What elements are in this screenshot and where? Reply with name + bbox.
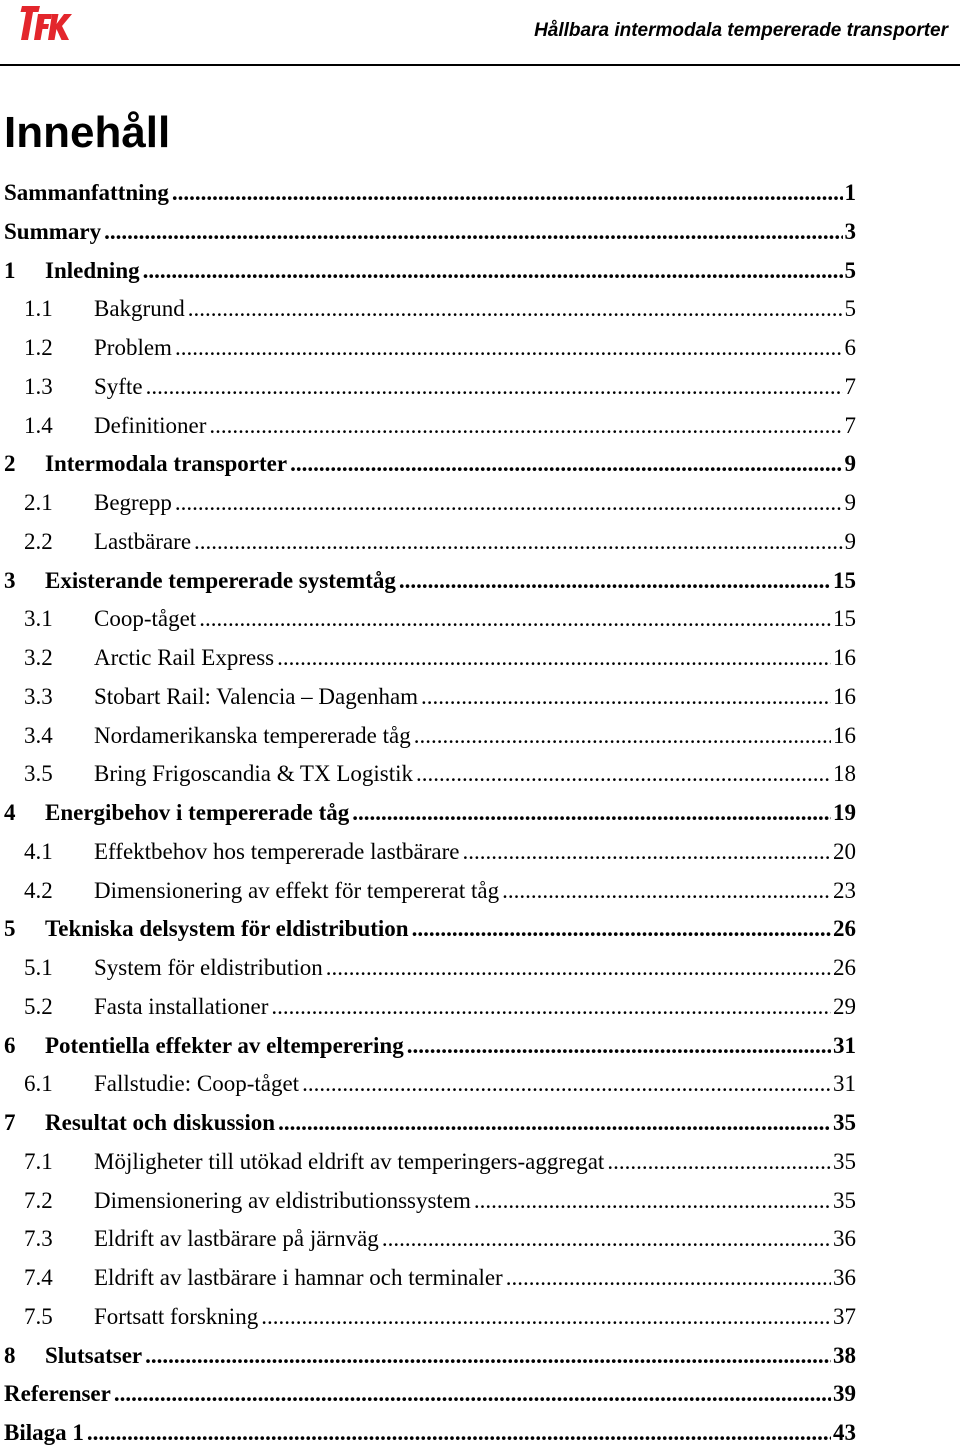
toc-entry[interactable] [4,755,856,794]
page-header [0,0,960,66]
toc-dot-leader [261,1298,831,1337]
toc-dot-leader [290,445,842,484]
toc-entry-page: 26 [833,955,856,980]
toc-dot-leader [474,1182,831,1221]
toc-entry-page: 36 [833,1226,856,1252]
toc-entry[interactable] [4,1182,856,1221]
toc-entry[interactable] [4,1414,856,1453]
toc-entry-page: 18 [833,761,856,787]
toc-entry[interactable] [4,1375,856,1414]
toc-dot-leader [462,833,831,872]
toc-entry-page: 7 [844,373,856,399]
toc-dot-leader [326,949,831,988]
toc-dot-leader [407,1027,831,1066]
toc-entry-page: 19 [833,800,856,825]
toc-entry-number: 7.4 [24,1265,53,1290]
toc-dot-leader [502,872,831,911]
toc-dot-leader [278,1104,831,1143]
toc-entry-page: 31 [833,1032,856,1058]
toc-entry-number: 7.3 [24,1226,53,1252]
toc-entry-page: 16 [833,645,856,670]
toc-entry-label: Eldrift av lastbärare i hamnar och terminaler [94,1265,503,1290]
toc-dot-leader [188,290,843,329]
toc-entry-number: 4 [4,800,16,825]
toc-entry-number: 6 [4,1032,16,1058]
toc-entry-page: 39 [833,1381,856,1407]
toc-dot-leader [382,1220,831,1259]
toc-entry-label: Eldrift av lastbärare på järnväg [94,1226,379,1252]
toc-dot-leader [416,755,831,794]
toc-entry-page: 16 [833,722,856,748]
toc-entry[interactable] [4,1337,856,1376]
toc-entry-label: Problem [94,335,172,360]
toc-entry[interactable] [4,949,856,988]
toc-entry-number: 1.3 [24,373,53,399]
toc-entry-label: Referenser [4,1381,111,1407]
toc-entry-label: Fortsatt forskning [94,1303,259,1329]
toc-dot-leader [194,523,842,562]
toc-entry[interactable] [4,1220,856,1259]
tfk-logo [18,2,74,44]
toc-entry-page: 31 [833,1071,856,1097]
toc-entry-page: 38 [833,1342,856,1368]
toc-dot-leader [175,484,843,523]
toc-entry-number: 7 [4,1110,16,1135]
toc-dot-leader [114,1375,831,1414]
toc-entry[interactable] [4,252,856,291]
toc-entry-label: Fallstudie: Coop-tåget [94,1071,300,1097]
toc-entry-number: 4.1 [24,838,53,864]
toc-dot-leader [352,794,831,833]
toc-entry-page: 6 [844,335,856,360]
toc-dot-leader [506,1259,831,1298]
toc-entry[interactable] [4,910,856,949]
toc-entry-number: 3.1 [24,606,53,632]
toc-entry[interactable] [4,1027,856,1066]
toc-entry[interactable] [4,174,856,213]
toc-entry-label: Bilaga 1 [4,1420,84,1445]
toc-entry-page: 15 [833,606,856,632]
toc-entry[interactable] [4,1143,856,1182]
toc-dot-leader [87,1414,831,1453]
toc-entry[interactable] [4,1298,856,1337]
toc-dot-leader [146,368,843,407]
toc-entry-label: Stobart Rail: Valencia – Dagenham [94,683,419,709]
toc-entry[interactable] [4,1259,856,1298]
toc-dot-leader [104,213,842,252]
toc-entry-label: System för eldistribution [94,955,323,980]
toc-entry-label: Syfte [94,373,143,399]
toc-entry[interactable] [4,562,856,601]
toc-entry-page: 9 [844,490,856,515]
toc-entry-page: 9 [844,528,856,554]
toc-entry[interactable] [4,407,856,446]
toc-entry-page: 1 [844,180,856,205]
toc-entry-number: 2.1 [24,490,53,515]
toc-entry-number: 1.1 [24,296,53,322]
toc-entry[interactable] [4,368,856,407]
toc-dot-leader [209,407,842,446]
toc-entry-label: Resultat och diskussion [45,1110,276,1135]
toc-entry-page: 7 [844,412,856,438]
toc-entry-page: 9 [844,451,856,477]
toc-entry-label: Möjligheter till utökad eldrift av temperingers-aggregat [94,1148,605,1174]
toc-entry-label: Tekniska delsystem för eldistribution [45,916,409,942]
toc-heading: Innehåll [4,108,171,157]
toc-dot-leader [277,639,831,678]
toc-entry[interactable] [4,600,856,639]
toc-entry-number: 1 [4,257,16,283]
toc-entry[interactable] [4,988,856,1027]
toc-entry-label: Potentiella effekter av eltemperering [45,1032,404,1058]
toc-entry[interactable] [4,484,856,523]
toc-entry-number: 2.2 [24,528,53,554]
toc-dot-leader [399,562,831,601]
toc-entry-page: 16 [833,683,856,709]
toc-entry-number: 7.5 [24,1303,53,1329]
toc-dot-leader [421,678,831,717]
toc-entry-page: 36 [833,1265,856,1290]
toc-entry[interactable] [4,794,856,833]
toc-entry-label: Effektbehov hos tempererade lastbärare [94,838,460,864]
toc-entry-label: Nordamerikanska tempererade tåg [94,722,411,748]
toc-entry[interactable] [4,523,856,562]
document-title: Hållbara intermodala tempererade transporter [534,20,948,41]
toc-entry-number: 7.2 [24,1187,53,1213]
toc-entry-label: Dimensionering av eldistributionssystem [94,1187,471,1213]
toc-entry[interactable] [4,445,856,484]
toc-entry-page: 20 [833,838,856,864]
toc-entry-label: Slutsatser [45,1342,143,1368]
toc-entry-page: 3 [844,218,856,244]
toc-entry-label: Dimensionering av effekt för tempererat tåg [94,877,500,903]
toc-entry-page: 29 [833,993,856,1019]
toc-entry-label: Inledning [45,257,140,283]
toc-entry-label: Bring Frigoscandia & TX Logistik [94,761,414,787]
toc-entry[interactable] [4,717,856,756]
toc-entry-label: Arctic Rail Express [94,645,275,670]
toc-entry[interactable] [4,639,856,678]
toc-entry-page: 35 [833,1187,856,1213]
toc-entry-number: 3 [4,567,16,593]
toc-dot-leader [302,1065,831,1104]
toc-entry-page: 43 [833,1420,856,1445]
toc-entry-number: 1.4 [24,412,53,438]
toc-dot-leader [271,988,831,1027]
toc-entry-number: 6.1 [24,1071,53,1097]
toc-dot-leader [175,329,843,368]
toc-entry[interactable] [4,1065,856,1104]
toc-entry-label: Coop-tåget [94,606,197,632]
toc-entry[interactable] [4,678,856,717]
toc-entry-number: 5 [4,916,16,942]
toc-dot-leader [414,717,831,756]
toc-entry-label: Sammanfattning [4,180,169,205]
toc-dot-leader [172,174,843,213]
table-of-contents [4,174,856,1453]
toc-entry-label: Lastbärare [94,528,192,554]
toc-entry-label: Existerande tempererade systemtåg [45,567,396,593]
toc-entry-number: 3.2 [24,645,53,670]
toc-entry-label: Energibehov i tempererade tåg [45,800,350,825]
toc-entry-page: 35 [833,1148,856,1174]
toc-entry-number: 3.3 [24,683,53,709]
toc-entry-label: Intermodala transporter [45,451,288,477]
toc-entry-page: 5 [844,296,856,322]
toc-dot-leader [143,252,843,291]
toc-entry-number: 4.2 [24,877,53,903]
toc-entry[interactable] [4,329,856,368]
toc-dot-leader [199,600,831,639]
toc-entry-label: Definitioner [94,412,207,438]
toc-entry-label: Begrepp [94,490,172,515]
toc-dot-leader [145,1337,831,1376]
header-divider [0,64,960,66]
toc-entry-number: 1.2 [24,335,53,360]
toc-entry-page: 5 [844,257,856,283]
toc-entry-page: 26 [833,916,856,942]
toc-entry-number: 2 [4,451,16,477]
toc-entry-number: 7.1 [24,1148,53,1174]
toc-entry-number: 8 [4,1342,16,1368]
toc-dot-leader [607,1143,831,1182]
toc-entry-number: 3.5 [24,761,53,787]
toc-entry[interactable] [4,290,856,329]
svg-text:TFK: TFK [18,2,20,3]
toc-entry-page: 35 [833,1110,856,1135]
toc-entry-label: Summary [4,218,102,244]
toc-entry[interactable] [4,213,856,252]
toc-entry[interactable] [4,1104,856,1143]
toc-entry-label: Bakgrund [94,296,185,322]
toc-entry-page: 37 [833,1303,856,1329]
toc-entry-page: 15 [833,567,856,593]
toc-entry-page: 23 [833,877,856,903]
toc-entry[interactable] [4,872,856,911]
toc-entry-label: Fasta installationer [94,993,269,1019]
toc-entry[interactable] [4,833,856,872]
toc-dot-leader [412,910,831,949]
toc-entry-number: 5.2 [24,993,53,1019]
toc-entry-number: 3.4 [24,722,53,748]
toc-entry-number: 5.1 [24,955,53,980]
